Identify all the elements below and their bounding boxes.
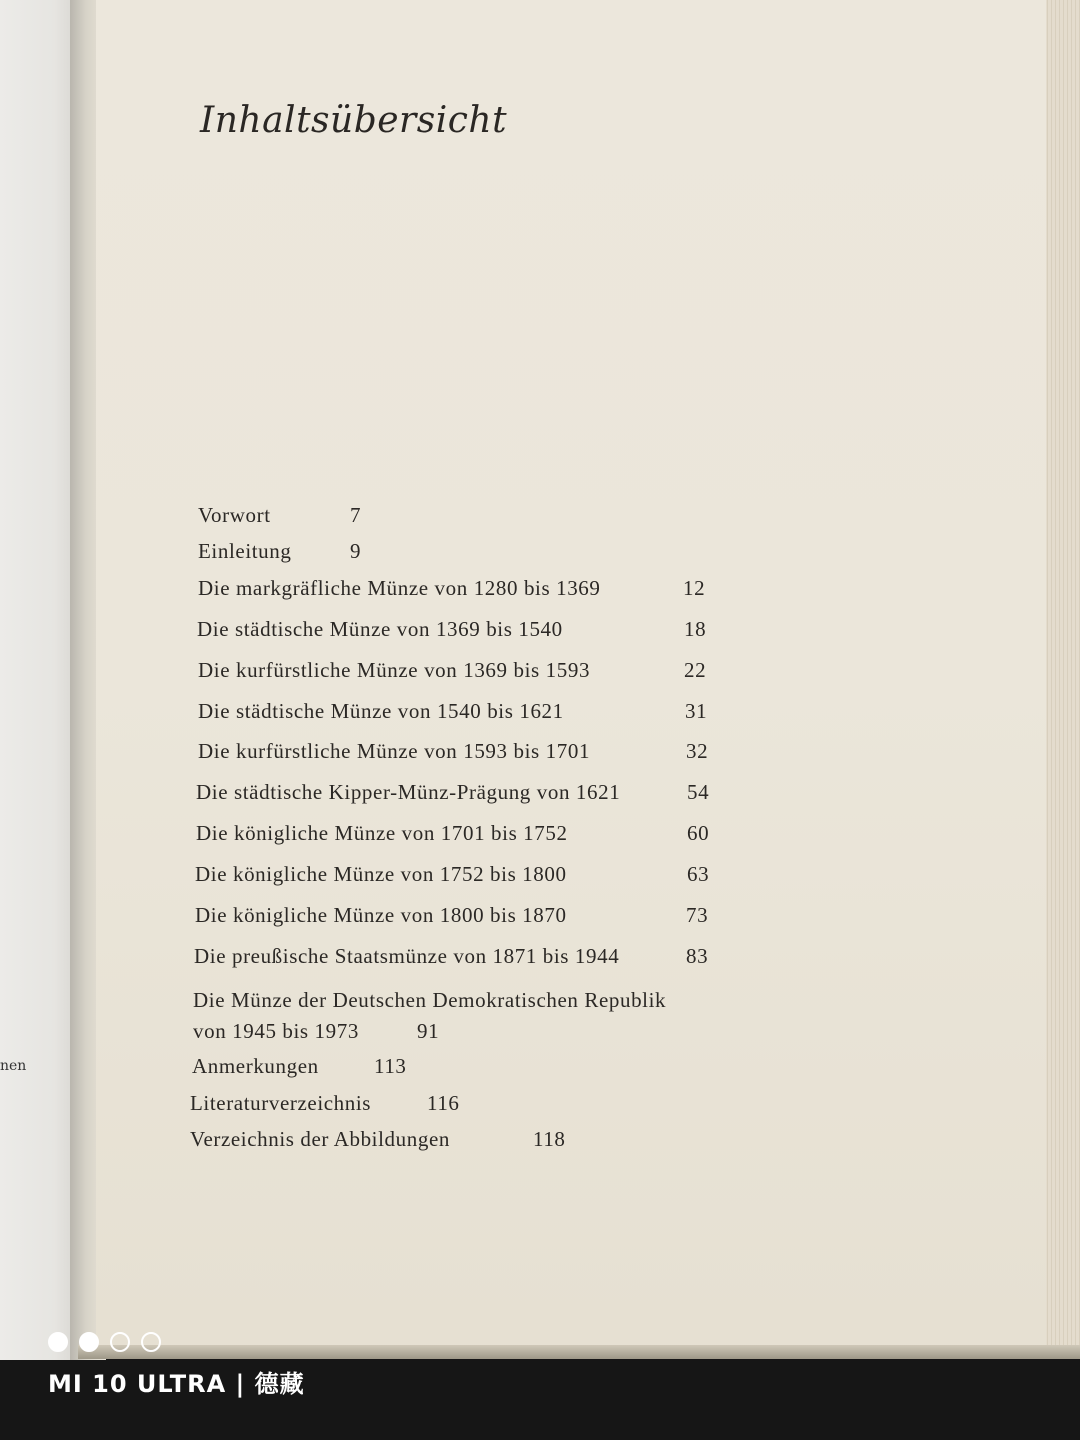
toc-entry-page: 7 xyxy=(350,503,362,527)
toc-entry-page: 83 xyxy=(686,944,709,968)
toc-entry-title: Die königliche Münze von 1701 bis 1752 xyxy=(196,821,568,845)
toc-entry xyxy=(195,903,709,928)
toc-entry xyxy=(190,1091,460,1116)
page-title: Inhaltsübersicht xyxy=(200,100,508,141)
outline-dot-icon xyxy=(110,1332,130,1352)
toc-entry xyxy=(192,1054,407,1079)
toc-entry-title: Die städtische Münze von 1369 bis 1540 xyxy=(197,617,563,641)
toc-entry xyxy=(198,739,709,764)
toc-entry-title: Die markgräfliche Münze von 1280 bis 1369 xyxy=(198,576,601,600)
toc-entry-title: Einleitung xyxy=(198,539,292,563)
toc-entry-title: Die kurfürstliche Münze von 1369 bis 1593 xyxy=(198,658,591,682)
watermark-text: MI 10 ULTRA | 德藏 xyxy=(48,1370,305,1398)
filled-dot-icon xyxy=(48,1332,68,1352)
toc-entry xyxy=(198,503,362,528)
camera-watermark xyxy=(48,1332,305,1399)
toc-entry-title: Die kurfürstliche Münze von 1593 bis 1701 xyxy=(198,739,591,763)
toc-entry-page: 116 xyxy=(427,1091,460,1115)
watermark-dots xyxy=(48,1332,305,1352)
toc-entry-page: 60 xyxy=(687,821,710,845)
toc-entry xyxy=(198,658,707,683)
toc-entry-title: Die Münze der Deutschen Demokratischen Republik xyxy=(193,988,667,1012)
toc-entry xyxy=(193,985,666,1047)
toc-entry xyxy=(197,617,707,642)
toc-entry-page: 32 xyxy=(686,739,709,763)
toc-entry-title: Die königliche Münze von 1800 bis 1870 xyxy=(195,903,567,927)
toc-entry-page: 22 xyxy=(684,658,707,682)
toc-entry-title: Literaturverzeichnis xyxy=(190,1091,372,1115)
toc-entry-page: 12 xyxy=(683,576,706,600)
toc-entry xyxy=(196,821,710,846)
toc-entry xyxy=(198,699,708,724)
toc-entry-page: 63 xyxy=(687,862,710,886)
filled-dot-icon xyxy=(79,1332,99,1352)
toc-entry-title: Vorwort xyxy=(198,503,271,527)
left-page-text-fragment: nen xyxy=(0,1058,27,1074)
toc-entry xyxy=(196,780,710,805)
page-edges xyxy=(1040,0,1080,1352)
toc-entry xyxy=(194,944,709,969)
toc-entry-title: Die städtische Kipper-Münz-Prägung von 1621 xyxy=(196,780,621,804)
toc-entry-page: 113 xyxy=(374,1054,407,1078)
toc-entry-page: 9 xyxy=(350,539,362,563)
outline-dot-icon xyxy=(141,1332,161,1352)
toc-entry xyxy=(198,539,362,564)
toc-entry-title: Verzeichnis der Abbildungen xyxy=(190,1127,450,1151)
toc-entry xyxy=(195,862,710,887)
left-facing-page xyxy=(0,0,78,1360)
toc-entry-page: 91 xyxy=(417,1019,440,1043)
toc-entry xyxy=(190,1127,566,1152)
toc-entry-title-continued: von 1945 bis 1973 xyxy=(193,1019,359,1043)
toc-entry-page: 73 xyxy=(686,903,709,927)
toc-entry-title: Die königliche Münze von 1752 bis 1800 xyxy=(195,862,567,886)
toc-entry xyxy=(198,576,706,601)
toc-entry-page: 54 xyxy=(687,780,710,804)
toc-entry-page: 118 xyxy=(533,1127,566,1151)
toc-entry-title: Die preußische Staatsmünze von 1871 bis 1944 xyxy=(194,944,620,968)
toc-entry-title: Anmerkungen xyxy=(192,1054,319,1078)
toc-entry-page: 18 xyxy=(684,617,707,641)
toc-entry-page: 31 xyxy=(685,699,708,723)
toc-entry-title: Die städtische Münze von 1540 bis 1621 xyxy=(198,699,564,723)
